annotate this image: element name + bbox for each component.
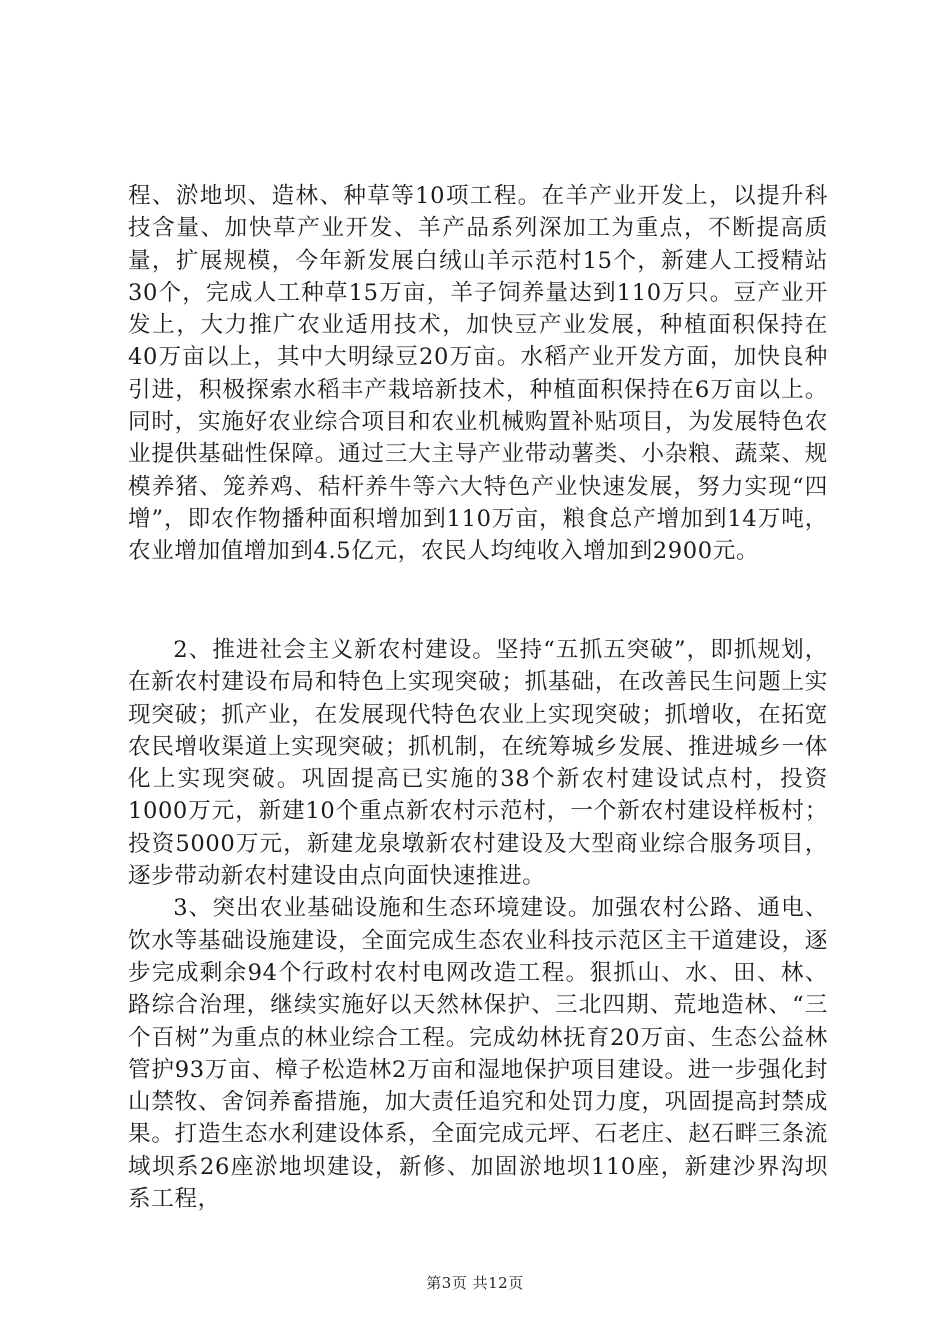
- paragraph-new-rural-construction: 2、推进社会主义新农村建设。坚持“五抓五突破”，即抓规划，在新农村建设布局和特色上实现突破；抓基础，在改善民生问题上实现突破；抓产业，在发展现代特色农业上实现突破；抓增收，在拓宽农民增收渠道上实现突破；抓机制，在统筹城乡发展、推进城乡一体化上实现突破。巩固提高已实施的38个新农村建设试点村，投资1000万元，新建10个重点新农村示范村，一个新农村建设样板村；投资5000万元，新建龙泉墩新农村建设及大型商业综合服务项目，逐步带动新农村建设由点向面快速推进。: [128, 637, 828, 890]
- paragraph-infrastructure-ecology: 3、突出农业基础设施和生态环境建设。加强农村公路、通电、饮水等基础设施建设，全面完成生态农业科技示范区主干道建设，逐步完成剩余94个行政村农村电网改造工程。狠抓山、水、田、林、路综合治理，继续实施好以天然林保护、三北四期、荒地造林、“三个百树”为重点的林业综合工程。完成幼林抚育20万亩、生态公益林管护93万亩、樟子松造林2万亩和湿地保护项目建设。进一步强化封山禁牧、舍饲养畜措施，加大责任追究和处罚力度，巩固提高封禁成果。打造生态水利建设体系，全面完成元坪、石老庄、赵石畔三条流域坝系26座淤地坝建设，新修、加固淤地坝110座，新建沙界沟坝系工程，: [128, 895, 828, 1213]
- body-text-bottom: [128, 634, 828, 1215]
- paragraph-continuation: 程、淤地坝、造林、种草等10项工程。在羊产业开发上，以提升科技含量、加快草产业开发、羊产品系列深加工为重点，不断提高质量，扩展规模，今年新发展白绒山羊示范村15个，新建人工授精站30个，完成人工种草15万亩，羊子饲养量达到110万只。豆产业开发上，大力推广农业适用技术，加快豆产业发展，种植面积保持在40万亩以上，其中大明绿豆20万亩。水稻产业开发方面，加快良种引进，积极探索水稻丰产栽培新技术，种植面积保持在6万亩以上。同时，实施好农业综合项目和农业机械购置补贴项目，为发展特色农业提供基础性保障。通过三大主导产业带动薯类、小杂粮、蔬菜、规模养猪、笼养鸡、秸杆养牛等六大特色产业快速发展，努力实现“四增”，即农作物播种面积增加到110万亩，粮食总产增加到14万吨，农业增加值增加到4.5亿元，农民人均纯收入增加到2900元。: [128, 183, 828, 565]
- body-text-top: [128, 180, 828, 568]
- page-footer: 第3页 共12页: [426, 1274, 524, 1292]
